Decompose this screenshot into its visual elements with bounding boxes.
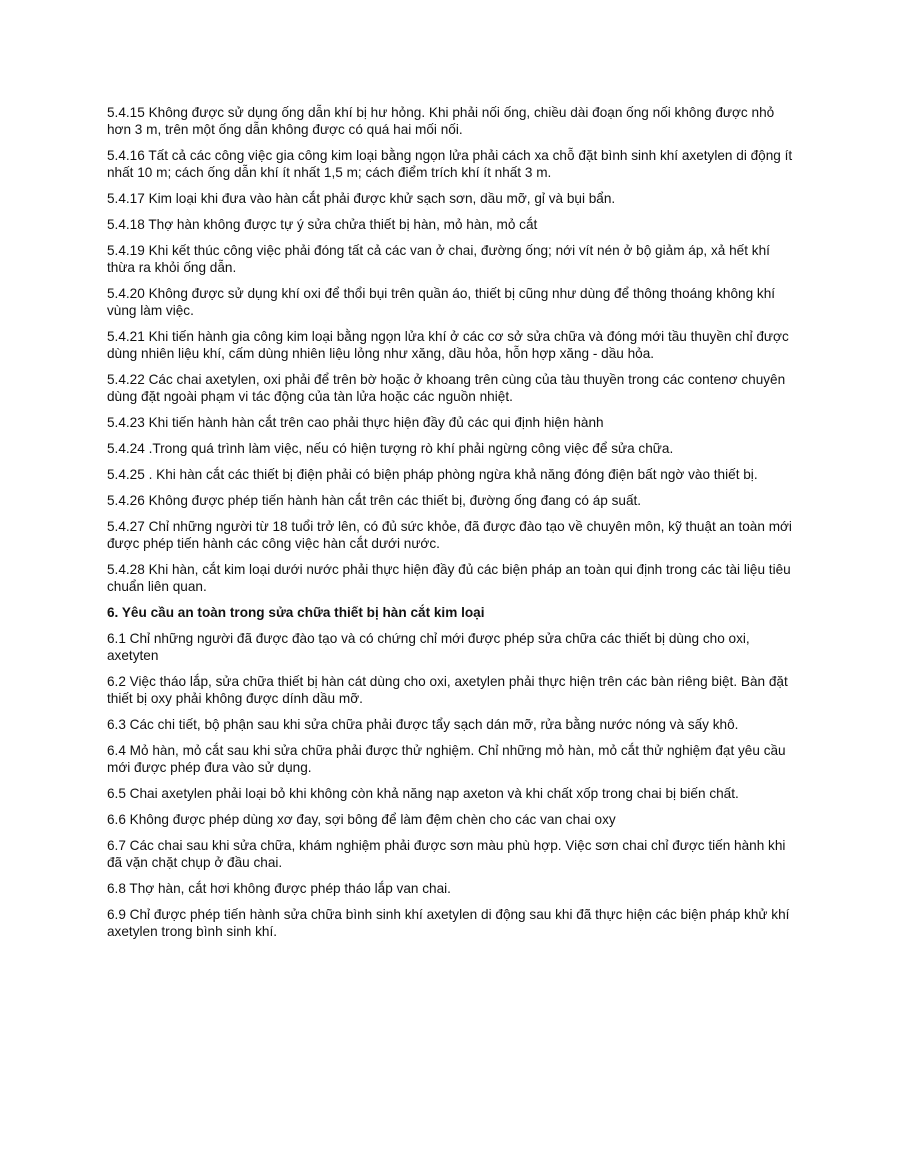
clause-5-4-23: 5.4.23 Khi tiến hành hàn cắt trên cao phải thực hiện đầy đủ các qui định hiện hành <box>107 415 604 430</box>
clause-6-3: 6.3 Các chi tiết, bộ phận sau khi sửa chữa phải được tẩy sạch dán mỡ, rửa bằng nước nóng và sấy khô. <box>107 717 739 732</box>
clause-6-5: 6.5 Chai axetylen phải loại bỏ khi không còn khả năng nạp axeton và khi chất xốp trong chai bị biến chất. <box>107 786 739 801</box>
clause-5-4-27: 5.4.27 Chỉ những người từ 18 tuổi trở lên, có đủ sức khỏe, đã được đào tạo về chuyên môn, kỹ thuật an toàn mới được phép tiến hành các công việc hàn cắt dưới nước. <box>107 519 792 551</box>
clause-5-4-28: 5.4.28 Khi hàn, cắt kim loại dưới nước phải thực hiện đầy đủ các biện pháp an toàn qui định trong các tài liệu tiêu chuẩn liên quan. <box>107 562 791 594</box>
clause-6-2: 6.2 Việc tháo lắp, sửa chữa thiết bị hàn cát dùng cho oxi, axetylen phải thực hiện trên các bàn riêng biệt. Bàn đặt thiết bị oxy phải không được dính dầu mỡ. <box>107 674 788 706</box>
clause-5-4-21: 5.4.21 Khi tiến hành gia công kim loại bằng ngọn lửa khí ở các cơ sở sửa chữa và đóng mới tầu thuyền chỉ được dùng nhiên liệu khí, cấm dùng nhiên liệu lỏng như xăng, dầu hỏa, hỗn hợp xăng - dầu hỏa. <box>107 329 789 361</box>
clause-6-7: 6.7 Các chai sau khi sửa chữa, khám nghiệm phải được sơn màu phù hợp. Việc sơn chai chỉ được tiến hành khi đã vặn chặt chụp ở đầu chai. <box>107 838 786 870</box>
clause-5-4-24: 5.4.24 .Trong quá trình làm việc, nếu có hiện tượng rò khí phải ngừng công việc để sửa chữa. <box>107 441 674 456</box>
clause-5-4-26: 5.4.26 Không được phép tiến hành hàn cắt trên các thiết bị, đường ống đang có áp suất. <box>107 493 642 508</box>
clause-6-1: 6.1 Chỉ những người đã được đào tạo và có chứng chỉ mới được phép sửa chữa các thiết bị dùng cho oxi, axetyten <box>107 631 750 663</box>
clause-5-4-22: 5.4.22 Các chai axetylen, oxi phải để trên bờ hoặc ở khoang trên cùng của tàu thuyền trong các contenơ chuyên dùng đặt ngoài phạm vi tác động của tàn lửa hoặc các nguồn nhiệt. <box>107 372 786 404</box>
clause-5-4-25: 5.4.25 . Khi hàn cắt các thiết bị điện phải có biện pháp phòng ngừa khả năng đóng điện bất ngờ vào thiết bị. <box>107 467 758 482</box>
clause-6-9: 6.9 Chỉ được phép tiến hành sửa chữa bình sinh khí axetylen di động sau khi đã thực hiện các biện pháp khử khí axetylen trong bình sinh khí. <box>107 907 790 939</box>
clause-6-8: 6.8 Thợ hàn, cắt hơi không được phép tháo lắp van chai. <box>107 881 451 896</box>
section-6-heading: 6. Yêu cầu an toàn trong sửa chữa thiết bị hàn cắt kim loại <box>107 605 485 620</box>
clause-5-4-18: 5.4.18 Thợ hàn không được tự ý sửa chửa thiết bị hàn, mỏ hàn, mỏ cắt <box>107 217 538 232</box>
clause-6-4: 6.4 Mỏ hàn, mỏ cắt sau khi sửa chữa phải được thử nghiệm. Chỉ những mỏ hàn, mỏ cắt thử nghiệm đạt yêu cầu mới được phép đưa vào sử dụng. <box>107 743 786 775</box>
document-page <box>107 104 797 949</box>
clause-5-4-17: 5.4.17 Kim loại khi đưa vào hàn cắt phải được khử sạch sơn, dầu mỡ, gỉ và bụi bẩn. <box>107 191 616 206</box>
clause-5-4-15: 5.4.15 Không được sử dụng ống dẫn khí bị hư hỏng. Khi phải nối ống, chiều dài đoạn ống nối không được nhỏ hơn 3 m, trên một ống dẫn không được có quá hai mối nối. <box>107 105 775 137</box>
clause-5-4-19: 5.4.19 Khi kết thúc công việc phải đóng tất cả các van ở chai, đường ống; nới vít nén ở bộ giảm áp, xả hết khí thừa ra khỏi ống dẫn. <box>107 243 770 275</box>
clause-5-4-16: 5.4.16 Tất cả các công việc gia công kim loại bằng ngọn lửa phải cách xa chỗ đặt bình sinh khí axetylen di động ít nhất 10 m; cách ống dẫn khí ít nhất 1,5 m; cách điểm trích khí ít nhất 3 m. <box>107 148 793 180</box>
clause-5-4-20: 5.4.20 Không được sử dụng khí oxi để thổi bụi trên quần áo, thiết bị cũng như dùng để thông thoáng không khí vùng làm việc. <box>107 286 776 318</box>
clause-6-6: 6.6 Không được phép dùng xơ đay, sợi bông để làm đệm chèn cho các van chai oxy <box>107 812 616 827</box>
